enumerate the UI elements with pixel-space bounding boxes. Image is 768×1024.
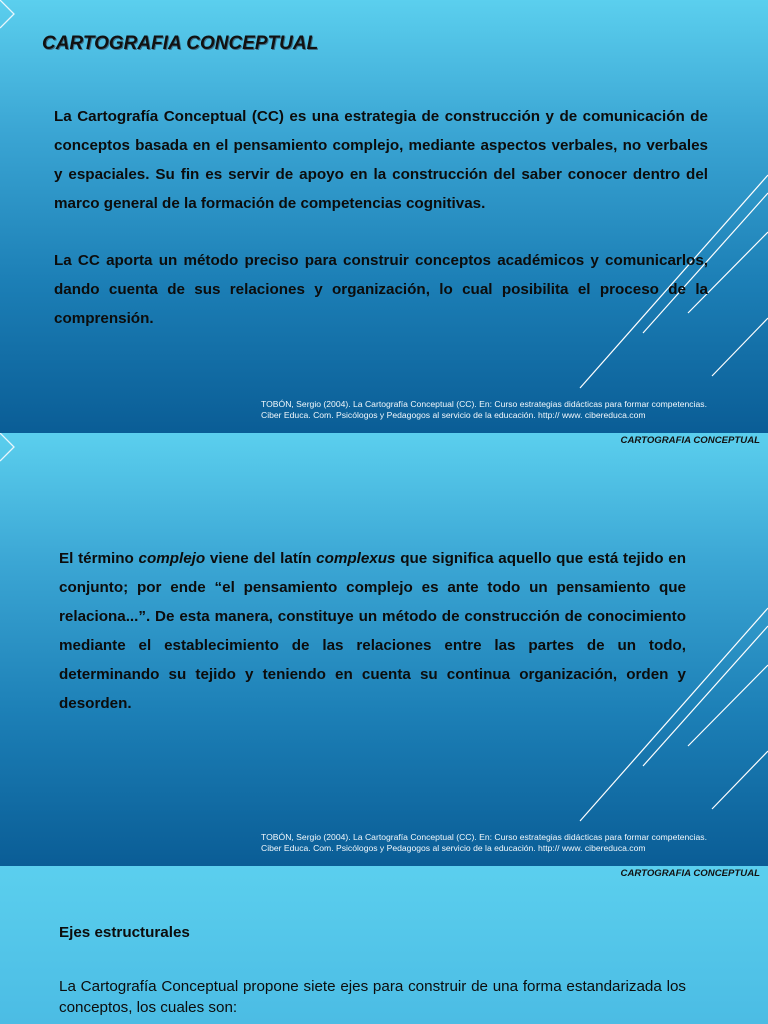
text-run: viene del latín bbox=[205, 550, 317, 567]
running-header: CARTOGRAFIA CONCEPTUAL bbox=[620, 435, 760, 446]
citation bbox=[261, 832, 707, 854]
slide-title: CARTOGRAFIA CONCEPTUAL bbox=[42, 33, 319, 54]
paragraph-complejo bbox=[59, 544, 686, 718]
slide-3 bbox=[0, 866, 768, 1024]
slide-1 bbox=[0, 0, 768, 433]
citation bbox=[261, 399, 707, 421]
text-run: El término bbox=[59, 550, 139, 567]
citation-line-2: Ciber Educa. Com. Psicólogos y Pedagogos al servicio de la educación. http:// www. cibereduca.com bbox=[261, 843, 646, 853]
paragraph-definition: La Cartografía Conceptual (CC) es una estrategia de construcción y de comunicación de conceptos basada en el pensamiento complejo, mediante aspectos verbales, no verbales y espaciales. Su fin es servir de apoyo en la construcción del saber conocer dentro del marco general de la formación de competencias cognitivas. bbox=[54, 108, 708, 212]
emphasis-complexus: complexus bbox=[316, 550, 396, 567]
section-heading: Ejes estructurales bbox=[59, 924, 190, 941]
paragraph-method: La CC aporta un método preciso para construir conceptos académicos y comunicarlos, dando cuenta de sus relaciones y organización, lo cual posibilita el proceso de la comprensión. bbox=[54, 252, 708, 327]
emphasis-complejo: complejo bbox=[138, 550, 206, 567]
running-header: CARTOGRAFIA CONCEPTUAL bbox=[620, 868, 760, 879]
citation-line-1: TOBÓN, Sergio (2004). La Cartografía Conceptual (CC). En: Curso estrategias didácticas para formar competencias. bbox=[261, 832, 707, 842]
chevron-right-icon bbox=[0, 0, 14, 28]
paragraph-ejes: La Cartografía Conceptual propone siete ejes para construir de una forma estandarizada los conceptos, los cuales son: bbox=[59, 978, 686, 1016]
text-run: que significa aquello que está tejido en conjunto; por ende “el pensamiento complejo es ante todo un pensamiento que relaciona...”. De esta manera, constituye un método de construcción de conocimiento mediante el establecimiento de las relaciones entre las partes de un todo, determinando su tejido y teniendo en cuenta su continua organización, orden y desorden. bbox=[59, 550, 686, 712]
decor-line-3 bbox=[688, 665, 768, 746]
slide-2 bbox=[0, 433, 768, 866]
citation-line-2: Ciber Educa. Com. Psicólogos y Pedagogos al servicio de la educación. http:// www. cibereduca.com bbox=[261, 410, 646, 420]
citation-line-1: TOBÓN, Sergio (2004). La Cartografía Conceptual (CC). En: Curso estrategias didácticas para formar competencias. bbox=[261, 399, 707, 409]
decor-line-4 bbox=[712, 751, 768, 809]
decor-line-4 bbox=[712, 318, 768, 376]
chevron-right-icon bbox=[0, 433, 14, 461]
